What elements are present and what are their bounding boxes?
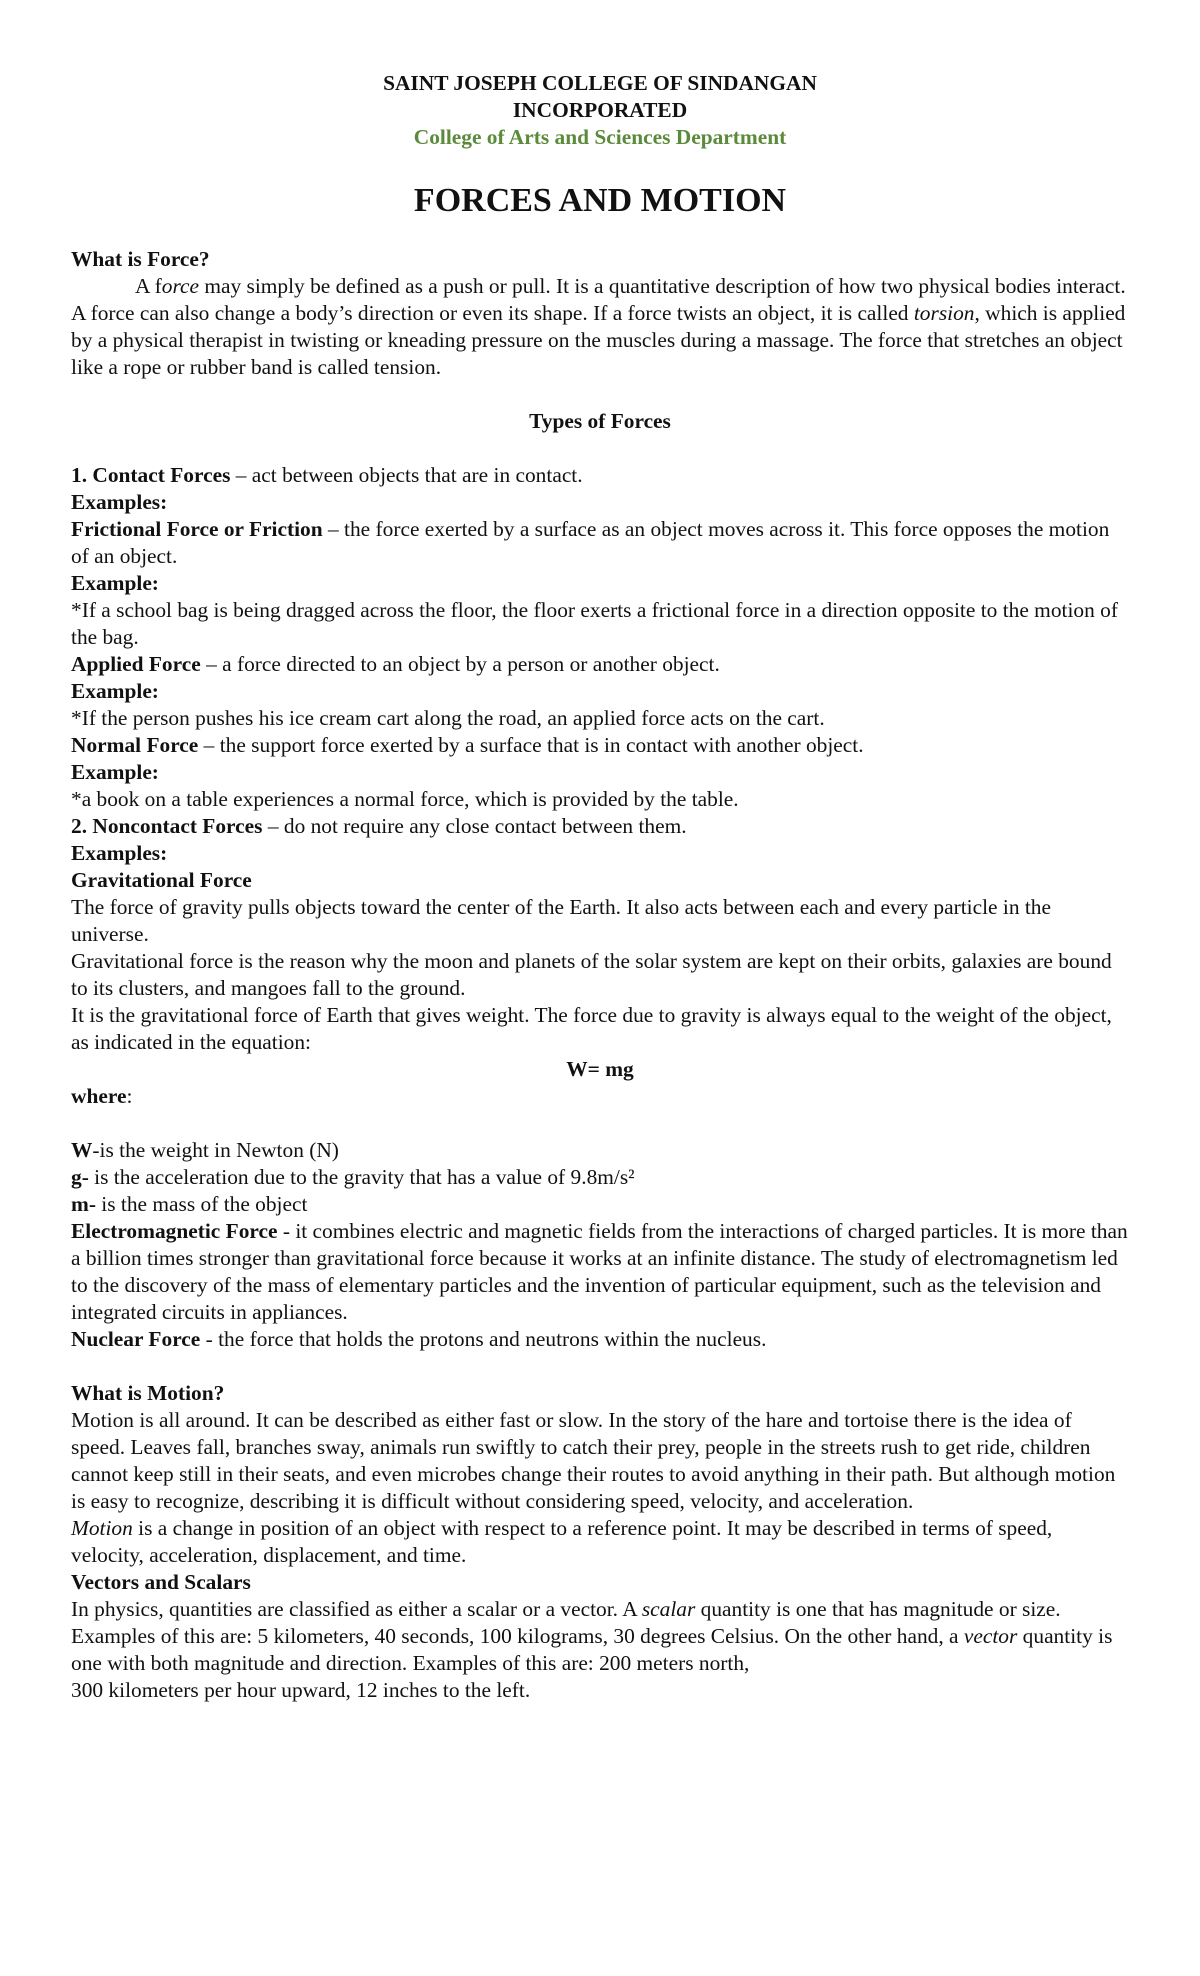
- vectors-scalars-heading: Vectors and Scalars: [71, 1570, 251, 1594]
- friction-example: *If a school bag is being dragged across the floor, the floor exerts a frictional force in a direction opposite to the motion of the bag.: [71, 598, 1118, 649]
- weight-equation: W= mg: [566, 1057, 634, 1081]
- force-definition-paragraph: A force may simply be defined as a push or pull. It is a quantitative description of how two physical bodies interact. A force can also change a body’s direction or even its shape. If a force twists an object, it is called torsion, which is applied by a physical therapist in twisting or kneading pressure on the muscles during a massage. The force that stretches an object like a rope or rubber band is called tension.: [71, 274, 1126, 379]
- document-page: [71, 70, 1129, 1704]
- types-of-forces-heading: Types of Forces: [529, 409, 671, 433]
- electromagnetic-force-definition: Electromagnetic Force - it combines electric and magnetic fields from the interactions of charged particles. It is more than a billion times stronger than gravitational force because it works at an infinite distance. The study of electromagnetism led to the discovery of the mass of elementary particles and the invention of particular equipment, such as the television and integrated circuits in appliances.: [71, 1219, 1128, 1324]
- g-variable-definition: g- is the acceleration due to the gravity that has a value of 9.8m/s²: [71, 1165, 635, 1189]
- nuclear-force-definition: Nuclear Force - the force that holds the protons and neutrons within the nucleus.: [71, 1327, 767, 1351]
- gravity-paragraph-1: The force of gravity pulls objects toward the center of the Earth. It also acts between each and every particle in the universe.: [71, 895, 1051, 946]
- page-title: FORCES AND MOTION: [413, 182, 787, 219]
- example-label: Example:: [71, 679, 159, 703]
- where-label: where:: [71, 1084, 133, 1108]
- examples-label: Examples:: [71, 841, 168, 865]
- example-label: Example:: [71, 571, 159, 595]
- applied-force-example: *If the person pushes his ice cream cart along the road, an applied force acts on the cart.: [71, 706, 825, 730]
- gravity-paragraph-3: It is the gravitational force of Earth that gives weight. The force due to gravity is always equal to the weight of the object, as indicated in the equation:: [71, 1003, 1112, 1054]
- motion-paragraph-2: Motion is a change in position of an object with respect to a reference point. It may be described in terms of speed, velocity, acceleration, displacement, and time.: [71, 1516, 1053, 1567]
- motion-heading: What is Motion?: [71, 1381, 225, 1405]
- vectors-scalars-paragraph: In physics, quantities are classified as either a scalar or a vector. A scalar quantity is one that has magnitude or size. Examples of this are: 5 kilometers, 40 seconds, 100 kilograms, 30 degrees Celsius. On the other hand, a vector quantity is one with both magnitude and direction. Examples of this are: 200 meters north,: [71, 1597, 1113, 1675]
- applied-force-definition: Applied Force – a force directed to an object by a person or another object.: [71, 652, 720, 676]
- school-name-line2: INCORPORATED: [512, 98, 688, 122]
- gravity-paragraph-2: Gravitational force is the reason why the moon and planets of the solar system are kept on their orbits, galaxies are bound to its clusters, and mangoes fall to the ground.: [71, 949, 1112, 1000]
- examples-label: Examples:: [71, 490, 168, 514]
- contact-forces-item: 1. Contact Forces – act between objects that are in contact.: [71, 463, 583, 487]
- school-name-line1: SAINT JOSEPH COLLEGE OF SINDANGAN: [383, 71, 817, 95]
- friction-definition: Frictional Force or Friction – the force exerted by a surface as an object moves across it. This force opposes the motion of an object.: [71, 517, 1110, 568]
- normal-force-definition: Normal Force – the support force exerted by a surface that is in contact with another object.: [71, 733, 864, 757]
- noncontact-forces-item: 2. Noncontact Forces – do not require any close contact between them.: [71, 814, 687, 838]
- gravitational-force-heading: Gravitational Force: [71, 868, 252, 892]
- vectors-scalars-last-line: 300 kilometers per hour upward, 12 inches to the left.: [71, 1678, 531, 1702]
- w-variable-definition: W-is the weight in Newton (N): [71, 1138, 339, 1162]
- m-variable-definition: m- is the mass of the object: [71, 1192, 308, 1216]
- department-name: College of Arts and Sciences Department: [413, 125, 787, 149]
- motion-paragraph-1: Motion is all around. It can be described as either fast or slow. In the story of the hare and tortoise there is the idea of speed. Leaves fall, branches sway, animals run swiftly to catch their prey, people in the streets rush to get ride, children cannot keep still in their seats, and even microbes change their routes to avoid anything in their path. But although motion is easy to recognize, describing it is difficult without considering speed, velocity, and acceleration.: [71, 1408, 1116, 1513]
- force-heading: What is Force?: [71, 247, 210, 271]
- example-label: Example:: [71, 760, 159, 784]
- normal-force-example: *a book on a table experiences a normal force, which is provided by the table.: [71, 787, 739, 811]
